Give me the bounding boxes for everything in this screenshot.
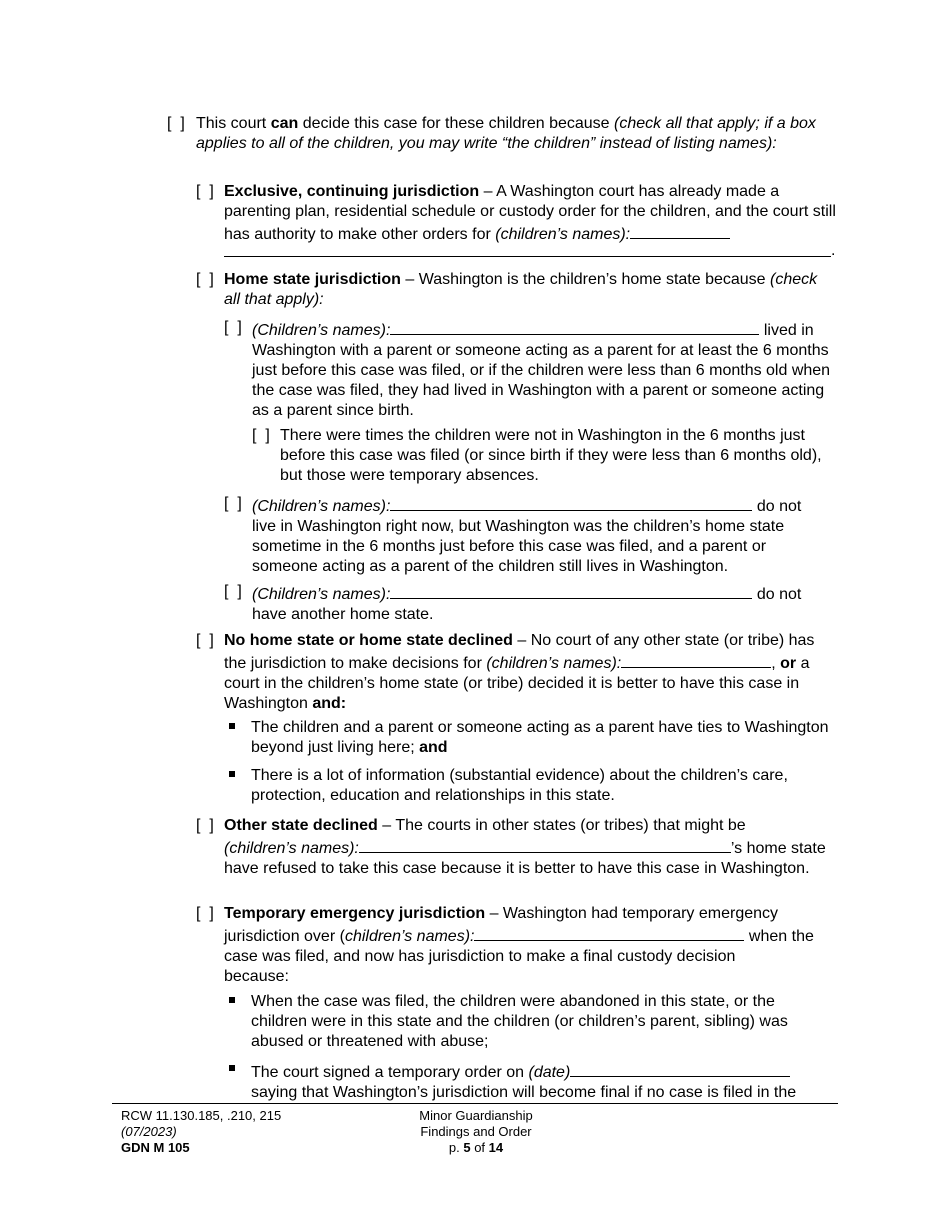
- exclusive-names-field[interactable]: [630, 222, 730, 239]
- footer-date: (07/2023): [121, 1124, 177, 1139]
- exclusive-names-field-line2[interactable]: [224, 256, 831, 257]
- footer-title-2: Findings and Order: [420, 1124, 532, 1139]
- bullet-icon: [229, 771, 235, 777]
- checkbox-home-state[interactable]: [ ]: [196, 271, 214, 288]
- home-state-opt2-names-field[interactable]: [390, 494, 752, 511]
- other-state-declined-paragraph: Other state declined – The courts in other states (or tribes) that might be (children’s names): ’s home state have refused to take this case because it is better to have this case in Washington.: [224, 817, 826, 877]
- bullet-icon: [229, 723, 235, 729]
- no-home-state-bullet-2: There is a lot of information (substantial evidence) about the children’s care, protection, education and relationships in this state.: [251, 767, 788, 804]
- temporary-emergency-names-field[interactable]: [474, 924, 744, 941]
- temporary-emergency-bullet-1: When the case was filed, the children were abandoned in this state, or the children were in this state and the children (or children’s parent, sibling) was abused or threatened with abuse;: [251, 993, 788, 1050]
- bullet-icon: [229, 1065, 235, 1071]
- checkbox-home-state-opt3[interactable]: [ ]: [224, 583, 242, 600]
- footer-title-1: Minor Guardianship: [419, 1108, 533, 1123]
- no-home-state-bullet-1: The children and a parent or someone acting as a parent have ties to Washington beyond just living here; and: [251, 719, 829, 756]
- checkbox-temporary-emergency[interactable]: [ ]: [196, 905, 214, 922]
- home-state-opt1-names-field[interactable]: [390, 318, 759, 335]
- checkbox-home-state-opt2[interactable]: [ ]: [224, 495, 242, 512]
- footer-center: [376, 1108, 576, 1156]
- checkbox-temporary-absences[interactable]: [ ]: [252, 427, 270, 444]
- footer-divider: [112, 1103, 838, 1104]
- home-state-opt3-names-field[interactable]: [390, 582, 752, 599]
- no-home-state-paragraph: No home state or home state declined – No court of any other state (or tribe) has the jurisdiction to make decisions for (children’s names): , or a court in the children’s home state (or tribe) decided it is better to have this case in Washington and:: [224, 632, 815, 712]
- exclusive-jurisdiction-paragraph: Exclusive, continuing jurisdiction – A Washington court has already made a parenting plan, residential schedule or custody order for the children, and the court still has authority to make other orders for (children’s names):: [224, 183, 836, 243]
- temporary-order-date-field[interactable]: [570, 1060, 790, 1077]
- checkbox-can-decide[interactable]: [ ]: [167, 115, 185, 132]
- home-state-option-2: (Children’s names): do not live in Washington right now, but Washington was the children’s home state sometime in the 6 months just before this case was filed, and a parent or someone acting as a parent of the children still lives in Washington.: [252, 494, 836, 577]
- temporary-emergency-paragraph: Temporary emergency jurisdiction – Washington had temporary emergency jurisdiction over (children’s names): when the case was filed, and now has jurisdiction to make a final custody decision because:: [224, 905, 814, 985]
- home-state-option-1: (Children’s names): lived in Washington with a parent or someone acting as a parent for at least the 6 months just before this case was filed, or if the children were less than 6 months old when the case was filed, they had lived in Washington with a parent or someone acting as a parent since birth.: [252, 318, 836, 421]
- checkbox-other-state-declined[interactable]: [ ]: [196, 817, 214, 834]
- intro-paragraph: This court can decide this case for these children because (check all that apply; if a box applies to all of the children, you may write “the children” instead of listing names):: [196, 115, 816, 152]
- footer-rcw: RCW 11.130.185, .210, 215: [121, 1108, 282, 1123]
- footer-left: [121, 1108, 381, 1156]
- temporary-absences-text: There were times the children were not in Washington in the 6 months just before this case was filed (or since birth if they were less than 6 months old), but those were temporary absences.: [280, 427, 822, 484]
- checkbox-no-home-state[interactable]: [ ]: [196, 632, 214, 649]
- no-home-state-names-field[interactable]: [621, 651, 771, 668]
- home-state-option-3: (Children’s names): do not have another home state.: [252, 582, 836, 625]
- footer-form-number: GDN M 105: [121, 1140, 190, 1155]
- footer-page-number: p. 5 of 14: [448, 1140, 504, 1155]
- period: .: [831, 242, 836, 259]
- checkbox-exclusive[interactable]: [ ]: [196, 183, 214, 200]
- other-state-names-field[interactable]: [359, 836, 731, 853]
- home-state-paragraph: Home state jurisdiction – Washington is the children’s home state because (check all that apply):: [224, 271, 818, 308]
- checkbox-home-state-opt1[interactable]: [ ]: [224, 319, 242, 336]
- bullet-icon: [229, 997, 235, 1003]
- temporary-emergency-bullet-2: The court signed a temporary order on (date) saying that Washington’s jurisdiction will become final if no case is filed in the: [251, 1060, 851, 1103]
